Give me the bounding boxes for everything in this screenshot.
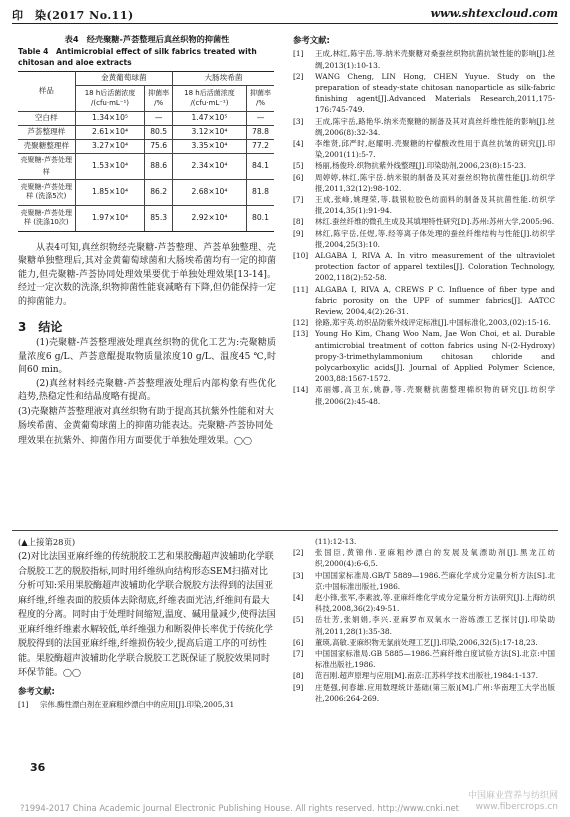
ref-text: 中国国家标准局.GB/T 5889—1986.苎麻化学成分定量分析方法[S].北京:中国标准出版社,1986. — [315, 570, 555, 591]
table-caption-en: Table 4 Antimicrobial effect of silk fabrics treated with chitosan and aloe extracts — [18, 47, 257, 67]
reference-item — [293, 172, 555, 194]
ref-text: 宗伟.酶性漂白剂在亚麻粗纱漂白中的应用[J].印染,2005,31 — [40, 700, 235, 710]
journal-website: www.shtexcloud.com — [430, 7, 558, 20]
reference-item — [293, 648, 555, 670]
ref-number — [293, 536, 315, 547]
col-sample-header: 样品 — [18, 72, 75, 112]
watermark — [468, 791, 558, 813]
table-discussion: 从表4可知,真丝织物经壳聚糖-芦荟整理、芦荟单独整理、壳聚糖单独整理后,其对金黄葡萄球菌和大肠埃希菌均有一定的抑菌能力,但壳聚糖-芦荟协同处理效果要优于单独处理效果[13-14]。经过一定次数的洗涤,织物抑菌性能衰减略有下降,但仍能保持一定的抑菌能力。 — [18, 242, 276, 307]
row-count-staph: 1.97×10⁴ — [75, 205, 145, 231]
ref-text: 徐路,郑宇英.纺织品防紫外线评定标准[J].中国标准化,2003,(02):15-16. — [315, 318, 551, 328]
page-header — [12, 6, 558, 24]
ref-text: 董瑛,高敏.亚麻织物无氯前处理工艺[J].印染,2006,32(5):17-18,23. — [315, 637, 538, 647]
ref-number: [3] — [293, 116, 304, 126]
row-rate-ecoli: 78.8 — [246, 126, 274, 140]
ref-text: 王成,陈宇岳,路艳华.纳米壳聚糖的制备及其对真丝纤维性能的影响[J].丝绸,2006(8):32-34. — [315, 116, 555, 137]
reference-item — [293, 592, 555, 614]
reference-item — [293, 570, 555, 592]
ref-text: Young Ho Kim, Chang Woo Nam, Jae Won Choi, et al. Durable antimicrobial treatment of cotton fabrics using N-(2-Hydroxy) propy-3-trimethylammonium chitosan chloride and polycarboxylic acids[J]. Journal of Applied Polymer Science, 2003,88:1567-1572. — [315, 329, 555, 384]
ref-number: [1] — [293, 49, 304, 59]
table-row — [18, 179, 274, 205]
row-rate-ecoli: 77.2 — [246, 140, 274, 154]
watermark-line1: 中国麻业营养与纺织网 — [467, 791, 558, 801]
end-mark-icon: ◯◯ — [63, 668, 81, 678]
ref-number: [12] — [293, 318, 309, 328]
right-column-refs — [293, 34, 555, 407]
reference-item — [293, 48, 555, 70]
page-number: 36 — [30, 761, 46, 774]
reference-item — [293, 384, 555, 406]
ref-number: [5] — [293, 615, 304, 625]
ref-number: [2] — [293, 71, 304, 81]
reference-item — [293, 536, 555, 547]
row-rate-staph: 86.2 — [145, 179, 173, 205]
table-row — [18, 140, 274, 154]
table-row — [18, 205, 274, 231]
row-rate-ecoli: 84.1 — [246, 154, 274, 180]
ref-number: [6] — [293, 637, 304, 647]
row-count-ecoli: 2.92×10⁴ — [172, 205, 246, 231]
references-title: 参考文献: — [293, 35, 330, 45]
section-title-conclusion: 3 结论 — [18, 320, 63, 335]
sub-count-header-2: 18 h后活菌浓度 /(cfu·mL⁻¹) — [172, 86, 246, 112]
ref-text: WANG Cheng, LIN Hong, CHEN Yuyue. Study on the preparation of steady-state chitosan nanoparticle as silk-fabric finishing agent[J].Advanced Materials Research,2011,175-176:745-749. — [315, 71, 555, 115]
reference-item — [293, 614, 555, 636]
table-row — [18, 126, 274, 140]
row-count-staph: 1.85×10⁴ — [75, 179, 145, 205]
row-name: 空白样 — [18, 112, 75, 126]
row-count-staph: 2.61×10⁴ — [75, 126, 145, 140]
ref-text: ALGABA I, RIVA A. In vitro measurement of the ultraviolet protection factor of apparel textiles[J]. Coloration Technology, 2002,118(2):52-58. — [315, 250, 555, 283]
reference-item — [293, 71, 555, 116]
row-count-ecoli: 2.68×10⁴ — [172, 179, 246, 205]
ref-number: [8] — [293, 217, 304, 227]
ref-number: [4] — [293, 593, 304, 603]
sub-count-header-1: 18 h后活菌浓度 /(cfu·mL⁻¹) — [75, 86, 145, 112]
ref-number: [1] — [18, 700, 29, 710]
row-rate-ecoli: — — [246, 112, 274, 126]
conclusion-2: (2)真丝材料经壳聚糖-芦荟整理液处理后内部构象有些优化趋势,热稳定性和结晶度略有提高。 — [18, 378, 276, 403]
sub-rate-header-1: 抑菌率 /% — [145, 86, 173, 112]
references-title: 参考文献: — [18, 685, 55, 696]
row-count-ecoli: 2.34×10⁴ — [172, 154, 246, 180]
ref-text: 岳壮芳,张娟娟,李兴.亚麻罗布双氧水一浴练漂工艺探讨[J].印染助剂,2011,28(1):35-38. — [315, 615, 555, 636]
reference-item — [293, 328, 555, 384]
row-rate-staph: — — [145, 112, 173, 126]
antimicrobial-table — [18, 71, 274, 232]
ref-text: (11):12-13. — [315, 537, 357, 546]
journal-title: 印 染(2017 No.11) — [12, 9, 134, 22]
right-column-refs-continued — [293, 536, 555, 704]
ref-text: 林红,陈宇岳,任煜,等.经等离子体处理的蚕丝纤维结构与性能[J].纺织学报,2004,25(3):10. — [315, 228, 555, 249]
ref-number: [3] — [293, 570, 304, 580]
ref-text: 范百刚.超声原理与应用[M].南京:江苏科学技术出版社,1984:1-137. — [315, 671, 539, 681]
left-column-top — [18, 34, 276, 448]
reference-item — [293, 284, 555, 318]
reference-item — [293, 250, 555, 284]
references-list — [293, 48, 555, 407]
row-name: 壳聚糖-芦荟处理样 (洗涤5次) — [18, 179, 75, 205]
ref-number: [7] — [293, 194, 304, 204]
watermark-line2: www.fibercrops.cn — [475, 802, 558, 812]
ref-text: 周婷婷,林红,陈宇岳.纳米银的制备及其对蚕丝织物抗菌性能[J].纺织学报,2011,32(12):98-102. — [315, 172, 555, 193]
table-row — [18, 112, 274, 126]
reference-item — [293, 228, 555, 250]
row-count-staph: 1.34×10⁵ — [75, 112, 145, 126]
row-name: 芦荟整理样 — [18, 126, 75, 140]
ref-text: 庄楚强,何春雄.应用数理统计基础(第三版)[M].广州:华南理工大学出版社,2006:264-269. — [315, 682, 555, 703]
row-rate-staph: 88.6 — [145, 154, 173, 180]
ref-text: 杨丽,杨俊玲.织物抗紫外线整理[J].印染助剂,2006,23(8):15-23. — [315, 161, 526, 171]
row-count-staph: 3.27×10⁴ — [75, 140, 145, 154]
ref-number: [10] — [293, 250, 309, 260]
reference-item — [293, 682, 555, 704]
row-rate-staph: 75.6 — [145, 140, 173, 154]
ref-number: [5] — [293, 161, 304, 171]
continued-paragraph: (2)对比法国亚麻纤维的传统脱胶工艺和果胶酶超声波辅助化学联合脱胶工艺的脱胶指标,同时用纤维纵向结构形态SEM扫描对比分析可知:采用果胶酶超声波辅助化学联合脱胶方法得到的法国亚麻纤维,纤维表面的胶质体去除彻底,纤维表面光洁,纤维间有最大程度的分离。同时由于处理时间缩短,温度、碱用量减少,使得法国亚麻纤维纤维素水解较低,单纤维强力和断裂伸长率优于传统化学脱胶得到的法国亚麻纤维,纤维损伤较少,提高后道工序的可纺性能。果胶酶超声波辅助化学联合脱胶工艺既保证了脱胶效果同时环保节能。 — [18, 552, 276, 679]
row-rate-ecoli: 80.1 — [246, 205, 274, 231]
section-divider — [12, 530, 558, 531]
reference-item — [293, 547, 555, 569]
ref-text: 中国国家标准局.GB 5885—1986.苎麻纤维白度试验方法[S].北京:中国标准出版社,1986. — [315, 649, 555, 670]
table-row — [18, 154, 274, 180]
reference-item — [293, 160, 555, 171]
row-rate-staph: 85.3 — [145, 205, 173, 231]
row-count-ecoli: 3.35×10⁴ — [172, 140, 246, 154]
row-count-staph: 1.53×10⁴ — [75, 154, 145, 180]
ref-number: [14] — [293, 385, 309, 395]
ref-text: 王成,林红,陈宇岳,等.纳米壳聚糖对桑蚕丝织物抗菌抗皱性能的影响[J].丝绸,2013(1):10-13. — [315, 49, 555, 70]
row-rate-staph: 80.5 — [145, 126, 173, 140]
ref-number: [13] — [293, 329, 309, 339]
ref-number: [8] — [293, 671, 304, 681]
row-name: 壳聚糖-芦荟处理样 — [18, 154, 75, 180]
ref-number: [2] — [293, 548, 304, 558]
ref-text: 赵小锋,张军,李素波,等.亚麻纤维化学成分定量分析方法研究[J].上海纺织科技,2008,36(2):49-51. — [315, 593, 555, 614]
copyright-footer: ?1994-2017 China Academic Journal Electronic Publishing House. All rights reserved. http://www.cnki.net — [20, 803, 459, 813]
references-list — [293, 536, 555, 704]
ref-number: [9] — [293, 228, 304, 238]
reference-item — [293, 637, 555, 648]
group-ecoli-header: 大肠埃希菌 — [172, 72, 274, 86]
row-count-ecoli: 3.12×10⁴ — [172, 126, 246, 140]
reference-item — [293, 116, 555, 138]
conclusion-3: (3)壳聚糖芦荟整理液对真丝织物有助于提高其抗紫外性能和对大肠埃希菌、金黄葡萄球菌上的抑菌功能表达。壳聚糖-芦荟协同处理效果在抗紫外、抑菌作用方面要优于单独处理效果。 — [18, 406, 274, 446]
end-mark-icon: ◯◯ — [234, 435, 252, 445]
reference-item — [293, 138, 555, 160]
conclusion-1: (1)壳聚糖-芦荟整理液处理真丝织物的优化工艺为:壳聚糖质量浓度6 g/L、芦荟意醌提取物质量浓度10 g/L、温度45 ℃,时间60 min。 — [18, 338, 276, 376]
left-column-continued — [18, 536, 276, 710]
row-name: 壳聚糖整理样 — [18, 140, 75, 154]
sub-rate-header-2: 抑菌率 /% — [246, 86, 274, 112]
reference-item — [293, 194, 555, 216]
table-caption-cn: 表4 经壳聚糖-芦荟整理后真丝织物的抑菌性 — [64, 34, 230, 44]
ref-number: [7] — [293, 649, 304, 659]
ref-number: [6] — [293, 172, 304, 182]
ref-text: 张国臣,黄锦伟.亚麻粗纱漂白的发展及氧漂助剂[J].黑龙江纺织,2000(4):6-6,5. — [315, 548, 555, 569]
reference-item — [293, 216, 555, 227]
ref-number: [9] — [293, 682, 304, 692]
ref-text: 林红.蚕丝纤维的微孔生成及其填埋特性研究[D].苏州:苏州大学,2005:96. — [315, 217, 555, 227]
group-staph-header: 金黄葡萄球菌 — [75, 72, 172, 86]
ref-text: 王成,张峰,姚理荣,等.载银粒胶色纺面料的制备及其抗菌性能.纺织学报,2014,35(1):91-94. — [315, 194, 555, 216]
row-count-ecoli: 1.47×10⁵ — [172, 112, 246, 126]
ref-number: [11] — [293, 284, 309, 294]
reference-item — [18, 699, 276, 710]
continued-note: (▲上接第28页) — [18, 537, 76, 547]
ref-text: 李维贤,邱严时,赵耀明.壳聚糖的柠檬酸改性用于真丝抗皱的研究[J].印染,2001(11):5-7. — [315, 138, 555, 160]
reference-item — [293, 670, 555, 681]
ref-number: [4] — [293, 138, 304, 148]
reference-item — [293, 317, 555, 328]
row-name: 壳聚糖-芦荟处理样 (洗涤10次) — [18, 205, 75, 231]
ref-text: 邓丽娜,高卫东,姚静,等.壳聚糖抗菌整理棉织物的研究[J].纺织学报,2006(2):45-48. — [315, 385, 555, 406]
row-rate-ecoli: 81.8 — [246, 179, 274, 205]
ref-text: ALGABA I, RIVA A, CREWS P C. Influence of fiber type and fabric porosity on the UPF of summer fabrics[J]. AATCC Review, 2004,4(2):26-31. — [315, 284, 555, 316]
